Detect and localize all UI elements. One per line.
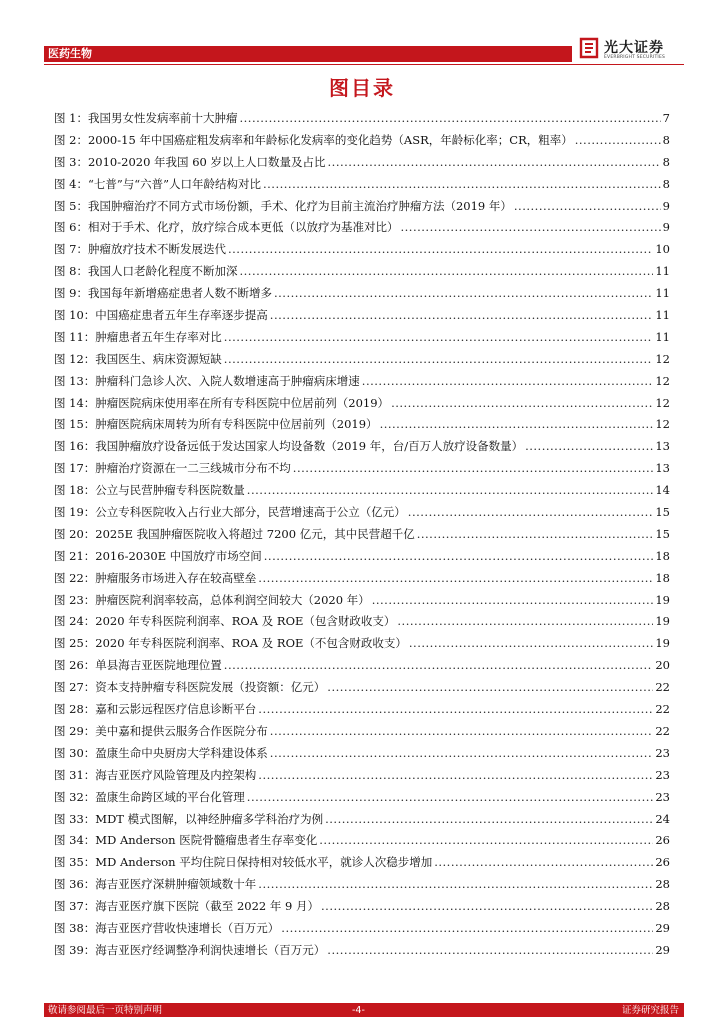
toc-entry-title: “七普”与“六普”人口年龄结构对比 [87, 176, 261, 191]
toc-dot-leader [397, 611, 653, 633]
toc-dot-leader [258, 568, 653, 590]
toc-entry-label: 图 3： [54, 154, 88, 169]
toc-entry[interactable] [54, 239, 670, 261]
toc-entry-page: 8 [662, 154, 670, 169]
toc-dot-leader [328, 152, 661, 174]
toc-entry-page: 23 [655, 767, 670, 782]
toc-dot-leader [293, 458, 654, 480]
toc-entry[interactable] [54, 677, 670, 699]
toc-entry-page: 9 [662, 220, 670, 235]
toc-dot-leader [228, 239, 653, 261]
toc-entry-title: 海吉亚医疗经调整净利润快速增长（百万元） [95, 942, 326, 957]
toc-entry-label: 图 17： [54, 461, 96, 476]
toc-entry-page: 11 [655, 308, 670, 323]
toc-entry[interactable] [54, 852, 670, 874]
toc-entry-title: 肿瘤科门急诊人次、入院人数增速高于肿瘤病床增速 [95, 373, 360, 388]
toc-entry-page: 7 [662, 111, 670, 125]
toc-dot-leader [319, 830, 653, 852]
toc-entry-title: 我国肿瘤治疗不同方式市场份额，手术、化疗为目前主流治疗肿瘤方法（2019 年） [87, 198, 512, 213]
toc-entry-label: 图 30： [54, 745, 96, 760]
toc-entry-title: 海吉亚医疗深耕肿瘤领域数十年 [95, 877, 257, 892]
toc-entry[interactable] [54, 809, 670, 831]
toc-entry-page: 8 [662, 132, 670, 147]
toc-entry-title: MD Anderson 平均住院日保持相对较低水平，就诊人次稳步增加 [95, 855, 433, 870]
toc-entry-page: 19 [655, 592, 670, 607]
toc-entry[interactable] [54, 568, 670, 590]
page-title: 图目录 [329, 76, 395, 100]
toc-entry[interactable] [54, 480, 670, 502]
toc-entry-label: 图 11： [54, 329, 96, 344]
toc-entry[interactable] [54, 590, 670, 612]
toc-entry-label: 图 38： [54, 920, 96, 935]
toc-dot-leader [247, 787, 654, 809]
toc-entry[interactable] [54, 414, 670, 436]
toc-entry-label: 图 27： [54, 680, 96, 695]
toc-entry-page: 12 [655, 417, 670, 432]
toc-entry-label: 图 18： [54, 483, 96, 498]
toc-entry-page: 18 [655, 548, 670, 563]
toc-entry-page: 29 [655, 942, 670, 957]
toc-dot-leader [327, 677, 653, 699]
toc-entry[interactable] [54, 502, 670, 524]
toc-entry-page: 26 [655, 855, 670, 870]
toc-entry-label: 图 32： [54, 789, 96, 804]
toc-entry-label: 图 13： [54, 373, 96, 388]
toc-entry-page: 22 [655, 680, 670, 695]
toc-entry[interactable] [54, 546, 670, 568]
toc-entry-page: 23 [655, 789, 670, 804]
section-label: 医药生物 [48, 47, 92, 60]
toc-dot-leader [247, 480, 654, 502]
toc-dot-leader [408, 502, 654, 524]
toc-entry[interactable] [54, 830, 670, 852]
toc-entry-title: 2020 年专科医院利润率、ROA 及 ROE（不包含财政收支） [95, 636, 407, 651]
toc-entry-page: 13 [655, 439, 670, 454]
toc-entry-page: 13 [655, 461, 670, 476]
toc-entry-label: 图 33： [54, 811, 96, 826]
toc-entry-title: 美中嘉和提供云服务合作医院分布 [95, 723, 268, 738]
toc-entry-title: 嘉和云影远程医疗信息诊断平台 [95, 702, 257, 717]
toc-dot-leader [270, 743, 654, 765]
toc-entry-label: 图 19： [54, 505, 96, 520]
toc-entry[interactable] [54, 611, 670, 633]
toc-entry-title: 海吉亚医疗风险管理及内控架构 [95, 767, 257, 782]
toc-entry[interactable] [54, 721, 670, 743]
toc-entry-label: 图 2： [54, 132, 88, 147]
toc-dot-leader [417, 524, 654, 546]
toc-entry-page: 9 [662, 198, 670, 213]
toc-entry-page: 11 [655, 286, 670, 301]
toc-entry-page: 19 [655, 614, 670, 629]
toc-entry-title: 我国肿瘤放疗设备远低于发达国家人均设备数（2019 年，台/百万人放疗设备数量） [95, 439, 524, 454]
toc-entry[interactable] [54, 283, 670, 305]
toc-entry[interactable] [54, 896, 670, 918]
footer-disclaimer: 敬请参阅最后一页特别声明 [48, 1005, 163, 1016]
toc-entry-page: 14 [655, 483, 670, 498]
toc-entry-title: 肿瘤放疗技术不断发展迭代 [87, 242, 226, 257]
toc-entry-label: 图 35： [54, 855, 96, 870]
toc-entry[interactable] [54, 874, 670, 896]
toc-entry-page: 20 [655, 658, 670, 673]
toc-entry[interactable] [54, 196, 670, 218]
toc-entry-label: 图 37： [54, 899, 96, 914]
toc-dot-leader [575, 130, 661, 152]
toc-dot-leader [270, 305, 654, 327]
toc-entry[interactable] [54, 152, 670, 174]
header-section-bar [44, 46, 572, 62]
toc-entry-label: 图 31： [54, 767, 96, 782]
toc-dot-leader [321, 896, 653, 918]
toc-entry-page: 26 [655, 833, 670, 848]
toc-entry[interactable] [54, 765, 670, 787]
toc-entry-title: 肿瘤患者五年生存率对比 [95, 329, 222, 344]
toc-entry-page: 23 [655, 745, 670, 760]
toc-entry-page: 22 [655, 702, 670, 717]
toc-entry-label: 图 26： [54, 658, 96, 673]
toc-entry-label: 图 21： [54, 548, 96, 563]
toc-entry-label: 图 39： [54, 942, 96, 957]
toc-entry-title: 盈康生命中央厨房大学科建设体系 [95, 745, 268, 760]
toc-entry[interactable] [54, 940, 670, 962]
toc-entry[interactable] [54, 393, 670, 415]
toc-entry-label: 图 12： [54, 351, 96, 366]
company-logo [578, 36, 688, 64]
page-number: -4- [352, 1005, 365, 1016]
toc-dot-leader [224, 349, 654, 371]
toc-entry[interactable] [54, 371, 670, 393]
toc-entry-label: 图 29： [54, 723, 96, 738]
toc-entry-label: 图 14： [54, 395, 96, 410]
toc-dot-leader [224, 655, 654, 677]
toc-entry-title: 资本支持肿瘤专科医院发展（投资额：亿元） [95, 680, 326, 695]
toc-entry-title: 肿瘤医院利润率较高，总体利润空间较大（2020 年） [95, 592, 370, 607]
toc-dot-leader [327, 940, 653, 962]
toc-dot-leader [391, 393, 653, 415]
toc-entry-page: 19 [655, 636, 670, 651]
toc-dot-leader [239, 261, 653, 283]
toc-entry-title: 2020 年专科医院利润率、ROA 及 ROE（包含财政收支） [95, 614, 396, 629]
toc-entry-label: 图 34： [54, 833, 96, 848]
toc-dot-leader [281, 918, 653, 940]
toc-entry-label: 图 36： [54, 877, 96, 892]
toc-dot-leader [264, 546, 654, 568]
toc-entry[interactable] [54, 699, 670, 721]
toc-entry[interactable] [54, 130, 670, 152]
toc-entry-label: 图 8： [54, 264, 88, 279]
toc-entry-title: 我国每年新增癌症患者人数不断增多 [87, 286, 272, 301]
toc-entry-label: 图 20： [54, 526, 96, 541]
toc-entry-title: 肿瘤服务市场进入存在较高壁垒 [95, 570, 257, 585]
toc-entry[interactable] [54, 458, 670, 480]
toc-entry-title: 盈康生命跨区域的平台化管理 [95, 789, 245, 804]
toc-entry-title: 2016-2030E 中国放疗市场空间 [95, 548, 262, 563]
toc-dot-leader [258, 765, 653, 787]
toc-dot-leader [224, 327, 654, 349]
toc-entry[interactable] [54, 633, 670, 655]
toc-entry[interactable] [54, 305, 670, 327]
toc-entry-title: 我国男女性发病率前十大肿瘤 [87, 111, 238, 125]
toc-entry-label: 图 10： [54, 308, 96, 323]
toc-entry-title: 2025E 我国肿瘤医院收入将超过 7200 亿元，其中民营超千亿 [95, 526, 415, 541]
toc-entry-label: 图 28： [54, 702, 96, 717]
toc-dot-leader [325, 809, 653, 831]
toc-entry[interactable] [54, 217, 670, 239]
toc-entry[interactable] [54, 787, 670, 809]
toc-entry-title: MDT 模式图解，以神经肿瘤多学科治疗为例 [95, 811, 324, 826]
footer-report-type: 证券研究报告 [622, 1005, 680, 1016]
toc-entry-page: 18 [655, 570, 670, 585]
toc-entry-label: 图 16： [54, 439, 96, 454]
toc-dot-leader [258, 699, 653, 721]
toc-entry-label: 图 25： [54, 636, 96, 651]
toc-entry[interactable] [54, 108, 670, 130]
toc-entry-title: 肿瘤医院病床周转为所有专科医院中位居前列（2019） [95, 417, 378, 432]
toc-entry-title: 公立专科医院收入占行业大部分，民营增速高于公立（亿元） [95, 505, 406, 520]
toc-entry-title: 单县海吉亚医院地理位置 [95, 658, 222, 673]
toc-entry-title: 肿瘤治疗资源在一二三线城市分布不均 [95, 461, 291, 476]
toc-entry-page: 28 [655, 877, 670, 892]
toc-dot-leader [514, 196, 661, 218]
toc-entry-label: 图 22： [54, 570, 96, 585]
toc-entry-title: 海吉亚医疗旗下医院（截至 2022 年 9 月） [95, 899, 320, 914]
toc-entry[interactable] [54, 655, 670, 677]
toc-dot-leader [400, 217, 660, 239]
toc-entry-label: 图 5： [54, 198, 88, 213]
toc-entry-page: 28 [655, 899, 670, 914]
toc-dot-leader [263, 174, 661, 196]
toc-entry[interactable] [54, 524, 670, 546]
toc-dot-leader [270, 721, 654, 743]
logo-english-name: EVERBRIGHT SECURITIES [604, 55, 666, 60]
toc-dot-leader [380, 414, 654, 436]
toc-entry-page: 12 [655, 373, 670, 388]
toc-entry-title: 相对于手术、化疗，放疗综合成本更低（以放疗为基准对比） [87, 220, 399, 235]
toc-dot-leader [409, 633, 653, 655]
toc-entry-title: 海吉亚医疗营收快速增长（百万元） [95, 920, 280, 935]
toc-entry-title: 中国癌症患者五年生存率逐步提高 [95, 308, 268, 323]
toc-entry-page: 22 [655, 723, 670, 738]
toc-entry[interactable] [54, 918, 670, 940]
toc-entry-label: 图 9： [54, 286, 88, 301]
toc-entry-page: 12 [655, 395, 670, 410]
toc-entry-title: 我国人口老龄化程度不断加深 [87, 264, 238, 279]
toc-dot-leader [372, 590, 654, 612]
toc-entry[interactable] [54, 743, 670, 765]
toc-entry-page: 29 [655, 920, 670, 935]
toc-entry[interactable] [54, 174, 670, 196]
toc-entry[interactable] [54, 349, 670, 371]
figure-list [54, 108, 670, 962]
toc-entry-title: 2010-2020 年我国 60 岁以上人口数量及占比 [87, 154, 326, 169]
toc-dot-leader [434, 852, 653, 874]
toc-entry-label: 图 15： [54, 417, 96, 432]
toc-entry-label: 图 1： [54, 111, 88, 125]
toc-entry-title: MD Anderson 医院骨髓瘤患者生存率变化 [95, 833, 318, 848]
toc-entry-title: 我国医生、病床资源短缺 [95, 351, 222, 366]
toc-dot-leader [525, 436, 653, 458]
logo-chinese-name: 光大证券 [604, 40, 664, 56]
toc-dot-leader [274, 283, 653, 305]
header-divider [44, 64, 684, 65]
toc-entry-page: 11 [655, 329, 670, 344]
toc-dot-leader [258, 874, 653, 896]
logo-mark-icon [578, 36, 600, 60]
toc-entry-page: 15 [655, 526, 670, 541]
toc-dot-leader [239, 108, 660, 130]
toc-entry[interactable] [54, 436, 670, 458]
toc-entry[interactable] [54, 261, 670, 283]
toc-entry-page: 12 [655, 351, 670, 366]
toc-entry-page: 11 [655, 264, 670, 279]
toc-entry-title: 公立与民营肿瘤专科医院数量 [95, 483, 245, 498]
toc-dot-leader [362, 371, 654, 393]
toc-entry-page: 10 [655, 242, 670, 257]
toc-entry-page: 15 [655, 505, 670, 520]
toc-entry[interactable] [54, 327, 670, 349]
toc-entry-label: 图 23： [54, 592, 96, 607]
toc-entry-page: 8 [662, 176, 670, 191]
toc-entry-label: 图 4： [54, 176, 88, 191]
toc-entry-title: 肿瘤医院病床使用率在所有专科医院中位居前列（2019） [95, 395, 390, 410]
toc-entry-page: 24 [655, 811, 670, 826]
toc-entry-label: 图 24： [54, 614, 96, 629]
toc-entry-label: 图 6： [54, 220, 88, 235]
toc-entry-title: 2000-15 年中国癌症粗发病率和年龄标化发病率的变化趋势（ASR，年龄标化率；CR，粗率） [87, 132, 573, 147]
toc-entry-label: 图 7： [54, 242, 88, 257]
